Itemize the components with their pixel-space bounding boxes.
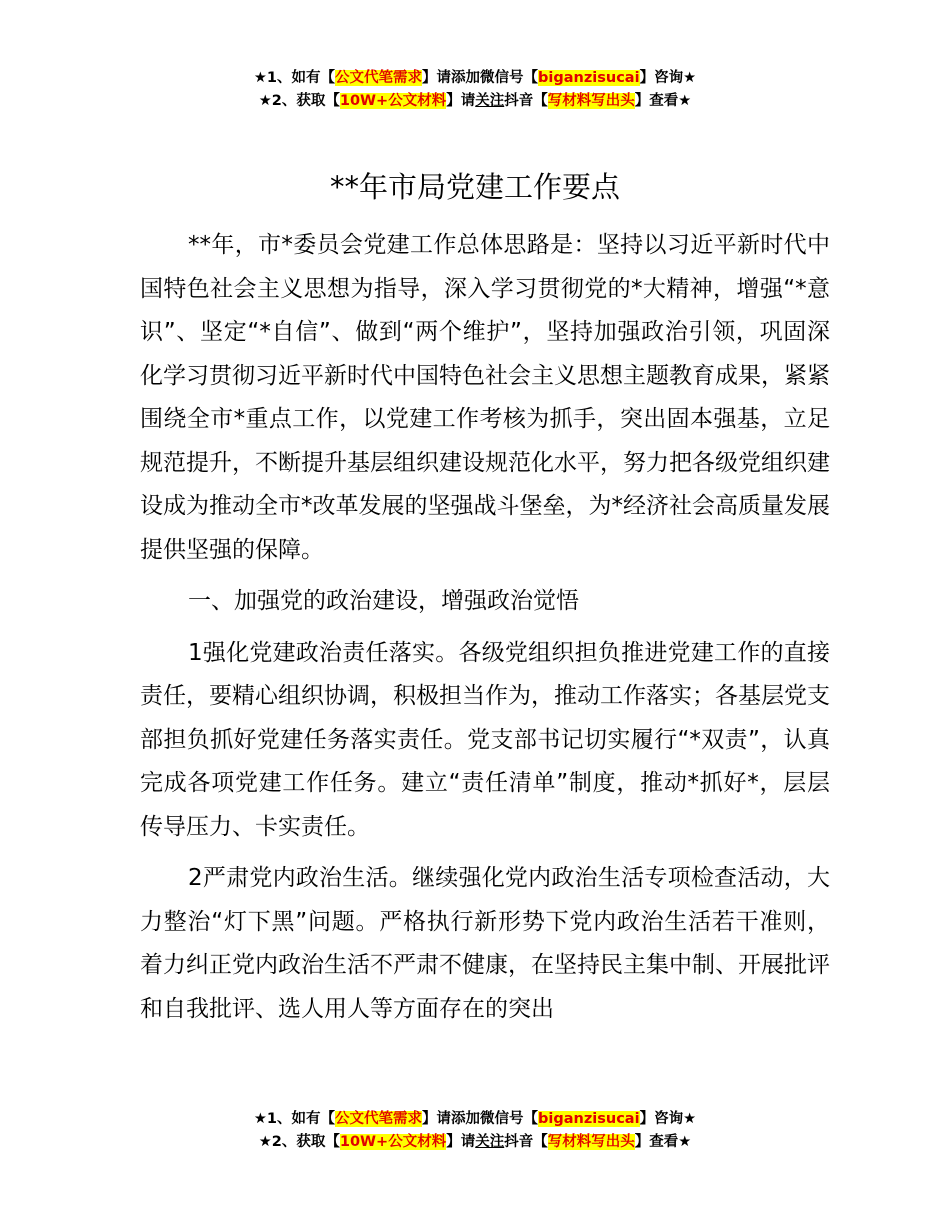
promo-text: ★2、获取【 xyxy=(258,1134,340,1150)
promo-text: 添加 xyxy=(451,70,481,86)
promo-text: 】咨询★ xyxy=(639,1111,697,1127)
top-promo-banner xyxy=(0,67,950,113)
promo-text: 微信号【 xyxy=(480,1111,539,1127)
highlight-douyin-name: 写材料写出头 xyxy=(547,1134,635,1150)
highlight-service: 公文代笔需求 xyxy=(335,1111,423,1127)
promo-text: 】咨询★ xyxy=(639,70,697,86)
highlight-materials: 10W+公文材料 xyxy=(339,93,447,109)
promo-line-1 xyxy=(0,67,950,90)
section-heading: 一、加强党的政治建设，增强政治觉悟 xyxy=(188,588,579,614)
promo-text: 】请 xyxy=(422,70,452,86)
promo-text-underlined: 关注 xyxy=(475,1134,505,1150)
highlight-service: 公文代笔需求 xyxy=(335,70,423,86)
highlight-materials: 10W+公文材料 xyxy=(339,1134,447,1150)
highlight-wechat-id: biganzisucai xyxy=(538,1111,640,1127)
promo-text: 】请 xyxy=(446,93,476,109)
document-title: **年市局党建工作要点 xyxy=(329,170,620,204)
promo-line-2 xyxy=(0,90,950,113)
promo-text-underlined: 关注 xyxy=(475,93,505,109)
promo-text: 微信号【 xyxy=(480,70,539,86)
promo-text: 】查看★ xyxy=(634,93,692,109)
document-body xyxy=(140,224,830,1031)
highlight-douyin-name: 写材料写出头 xyxy=(547,93,635,109)
bottom-promo-banner xyxy=(0,1108,950,1154)
intro-paragraph: **年，市*委员会党建工作总体思路是：坚持以习近平新时代中国特色社会主义思想为指导，深入学习贯彻党的*大精神，增强“*意识”、坚定“*自信”、做到“两个维护”，坚持加强政治引领，巩固深化学习贯彻习近平新时代中国特色社会主义思想主题教育成果，紧紧围绕全市*重点工作，以党建工作考核为抓手，突出固本强基，立足规范提升，不断提升基层组织建设规范化水平，努力把各级党组织建设成为推动全市*改革发展的坚强战斗堡垒，为*经济社会高质量发展提供坚强的保障。 xyxy=(140,232,830,563)
promo-text: ★1、如有【 xyxy=(253,70,336,86)
promo-text: 抖音【 xyxy=(504,93,548,109)
promo-text: 抖音【 xyxy=(504,1134,548,1150)
promo-text: 】请 xyxy=(446,1134,476,1150)
promo-text: ★2、获取【 xyxy=(258,93,340,109)
body-paragraph: 2严肃党内政治生活。继续强化党内政治生活专项检查活动，大力整治“灯下黑”问题。严格执行新形势下党内政治生活若干准则，着力纠正党内政治生活不严肃不健康，在坚持民主集中制、开展批评和自我批评、选人用人等方面存在的突出 xyxy=(140,865,830,1022)
promo-text: ★1、如有【 xyxy=(253,1111,336,1127)
promo-text: 】请 xyxy=(422,1111,452,1127)
promo-text: 添加 xyxy=(451,1111,481,1127)
body-paragraph: 1强化党建政治责任落实。各级党组织担负推进党建工作的直接责任，要精心组织协调，积极担当作为，推动工作落实；各基层党支部担负抓好党建任务落实责任。党支部书记切实履行“*双责”，认真完成各项党建工作任务。建立“责任清单”制度，推动*抓好*，层层传导压力、卡实责任。 xyxy=(140,639,830,840)
promo-text: 】查看★ xyxy=(634,1134,692,1150)
promo-line-2 xyxy=(0,1131,950,1154)
promo-line-1 xyxy=(0,1108,950,1131)
highlight-wechat-id: biganzisucai xyxy=(538,70,640,86)
